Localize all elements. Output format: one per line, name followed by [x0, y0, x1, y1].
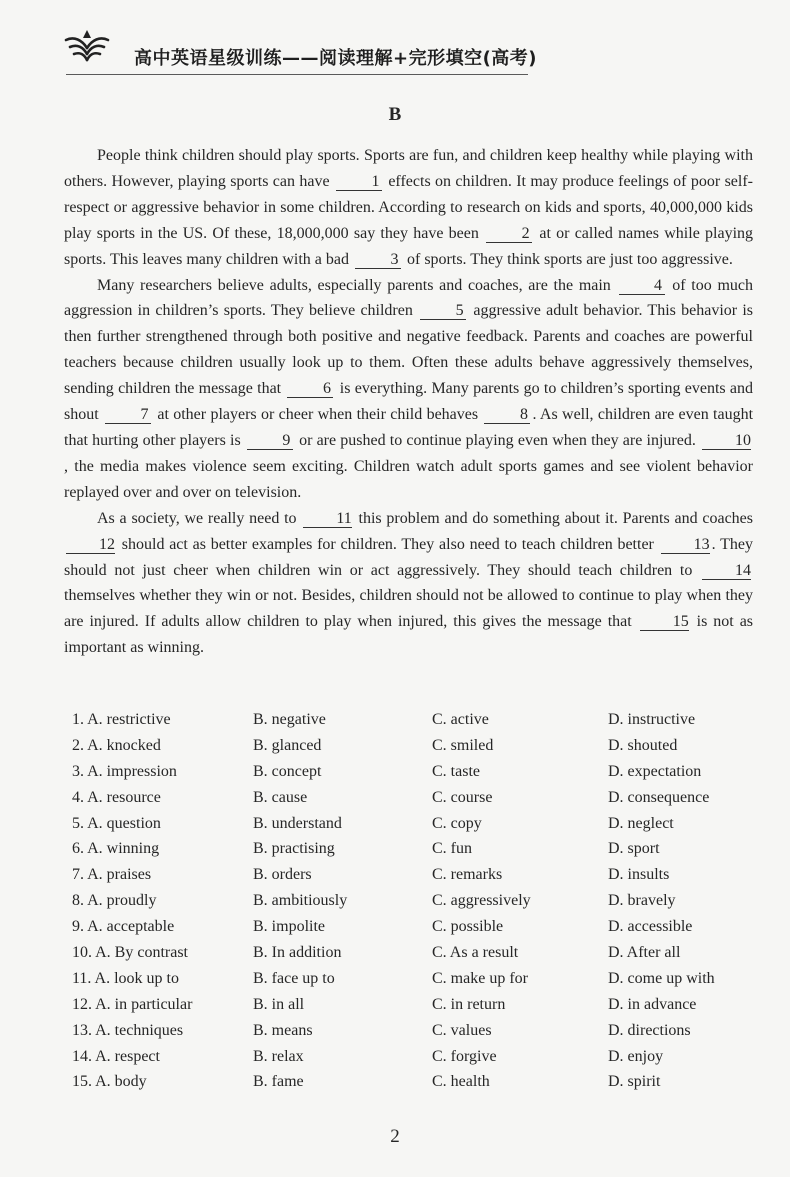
question-row — [72, 840, 762, 866]
passage-text: at or called names while playing sports. This leaves many children with a bad — [64, 224, 754, 268]
option-c: C. course — [432, 788, 493, 806]
option-c: C. in return — [432, 995, 506, 1013]
passage-text: at other players or cheer when their child behaves — [157, 406, 479, 424]
option-d: D. shouted — [608, 736, 678, 754]
question-row — [72, 944, 762, 970]
question-row — [72, 918, 762, 944]
option-d: D. bravely — [608, 892, 676, 910]
blank-1: 1 — [336, 173, 382, 191]
question-row — [72, 970, 762, 996]
question-row — [72, 763, 762, 789]
option-c: C. forgive — [432, 1047, 497, 1065]
option-a: 7. A. praises — [72, 866, 152, 884]
header-title: 高中英语星级训练——阅读理解+完形填空(高考) — [134, 48, 538, 69]
passage-paragraph-2 — [64, 273, 753, 506]
option-c: C. As a result — [432, 944, 519, 962]
passage-text: , the media makes violence seem exciting. Children watch adult sports games and see violent behavior replayed over and over on television. — [64, 457, 753, 501]
blank-10: 10 — [702, 432, 751, 450]
page-header — [0, 0, 790, 90]
option-b: B. in all — [253, 995, 305, 1013]
option-a: 5. A. question — [72, 814, 161, 832]
option-b: B. relax — [253, 1047, 304, 1065]
option-b: B. face up to — [253, 969, 335, 987]
option-c: C. aggressively — [432, 892, 531, 910]
blank-8: 8 — [484, 406, 530, 424]
header-rule — [66, 74, 528, 75]
option-c: C. copy — [432, 814, 482, 832]
question-row — [72, 1022, 762, 1048]
passage-text: this problem and do something about it. Parents and coaches — [358, 509, 754, 527]
question-row — [72, 789, 762, 815]
passage-text: . As well, children are even taught that hurting other players is — [64, 406, 754, 449]
option-d: D. sport — [608, 840, 660, 858]
option-c: C. taste — [432, 762, 480, 780]
blank-14: 14 — [702, 562, 751, 580]
option-b: B. glanced — [253, 736, 322, 754]
blank-7: 7 — [105, 406, 151, 424]
option-d: D. directions — [608, 1021, 691, 1039]
section-heading: B — [388, 104, 402, 125]
question-row — [72, 892, 762, 918]
question-row — [72, 866, 762, 892]
option-d: D. accessible — [608, 918, 693, 936]
question-row — [72, 815, 762, 841]
blank-13: 13 — [661, 536, 710, 554]
option-a: 11. A. look up to — [72, 969, 179, 987]
option-a: 15. A. body — [72, 1073, 147, 1091]
blank-3: 3 — [355, 251, 401, 269]
option-a: 2. A. knocked — [72, 736, 161, 754]
option-c: C. health — [432, 1073, 490, 1091]
option-c: C. make up for — [432, 969, 528, 987]
passage-text: of too much aggression in children’s sports. They believe children — [64, 276, 753, 320]
passage-paragraph-1 — [64, 143, 753, 273]
option-d: D. consequence — [608, 788, 710, 806]
option-d: D. spirit — [608, 1073, 661, 1091]
passage-paragraph-3 — [64, 506, 753, 661]
option-b: B. impolite — [253, 918, 325, 936]
option-b: B. In addition — [253, 944, 342, 962]
option-c: C. values — [432, 1021, 492, 1039]
blank-6: 6 — [287, 380, 333, 398]
blank-4: 4 — [619, 277, 665, 295]
option-c: C. active — [432, 711, 489, 728]
question-row — [72, 711, 762, 737]
option-a: 10. A. By contrast — [72, 944, 188, 962]
page-number: 2 — [390, 1126, 400, 1147]
passage-text: is not as important as winning. — [64, 613, 754, 657]
option-d: D. instructive — [608, 711, 696, 728]
option-c: C. fun — [432, 840, 472, 858]
option-b: B. ambitiously — [253, 892, 348, 910]
option-c: C. smiled — [432, 736, 494, 754]
blank-2: 2 — [486, 225, 532, 243]
passage-text: People think children should play sports. Sports are fun, and children keep healthy while playing with others. However, playing sports can have — [64, 147, 753, 190]
question-row — [72, 737, 762, 763]
option-b: B. means — [253, 1021, 313, 1039]
option-b: B. understand — [253, 814, 342, 832]
option-b: B. fame — [253, 1073, 304, 1091]
option-d: D. neglect — [608, 814, 674, 832]
question-row — [72, 1048, 762, 1074]
question-row — [72, 996, 762, 1022]
option-b: B. negative — [253, 711, 326, 728]
passage-text: or are pushed to continue playing even when they are injured. — [299, 431, 696, 449]
option-a: 1. A. restrictive — [72, 711, 171, 728]
option-d: D. insults — [608, 866, 670, 884]
blank-12: 12 — [66, 536, 115, 554]
cloze-passage — [64, 143, 753, 661]
passage-text: should act as better examples for children. They also need to teach children better — [121, 535, 654, 553]
option-d: D. in advance — [608, 995, 697, 1013]
option-d: D. expectation — [608, 762, 702, 780]
option-d: D. enjoy — [608, 1047, 664, 1065]
option-a: 3. A. impression — [72, 762, 177, 780]
option-c: C. remarks — [432, 866, 503, 884]
answer-options — [72, 711, 762, 1099]
option-a: 6. A. winning — [72, 840, 160, 858]
passage-text: . They should not just cheer when children win or act aggressively. They should teach children to — [64, 535, 754, 579]
passage-text: aggressive adult behavior. This behavior is then further strengthened through both positive and negative feedback. Parents and coaches are powerful teachers because children usually look up to them. Often these adults behave aggressively themselves, sending children the message that — [64, 302, 754, 398]
option-b: B. cause — [253, 788, 308, 806]
option-d: D. After all — [608, 944, 681, 962]
passage-text: Many researchers believe adults, especially parents and coaches, are the main — [97, 276, 611, 294]
option-a: 13. A. techniques — [72, 1021, 184, 1039]
blank-11: 11 — [303, 510, 351, 528]
option-b: B. orders — [253, 866, 312, 884]
stylized-book-wave-icon — [62, 26, 112, 70]
option-a: 14. A. respect — [72, 1047, 160, 1065]
blank-15: 15 — [640, 613, 689, 631]
option-a: 4. A. resource — [72, 788, 161, 806]
passage-text: themselves whether they win or not. Besides, children should not be allowed to continue to play when they are injured. If adults allow children to play when injured, this gives the message that — [64, 587, 753, 631]
passage-text: of sports. They think sports are just too aggressive. — [406, 250, 733, 268]
option-d: D. come up with — [608, 969, 715, 987]
blank-5: 5 — [420, 302, 466, 320]
option-a: 12. A. in particular — [72, 995, 193, 1013]
question-row — [72, 1073, 762, 1099]
passage-text: effects on children. It may produce feelings of poor self-respect or aggressive behavior in some children. According to research on kids and sports, 40,000,000 kids play sports in the US. Of these, 18,000,000 say they have been — [64, 172, 754, 242]
option-c: C. possible — [432, 918, 504, 936]
option-a: 8. A. proudly — [72, 892, 157, 910]
option-b: B. practising — [253, 840, 335, 858]
option-b: B. concept — [253, 762, 322, 780]
passage-text: is everything. Many parents go to children’s sporting events and shout — [64, 380, 754, 424]
option-a: 9. A. acceptable — [72, 918, 175, 936]
passage-text: As a society, we really need to — [97, 509, 297, 527]
blank-9: 9 — [247, 432, 293, 450]
